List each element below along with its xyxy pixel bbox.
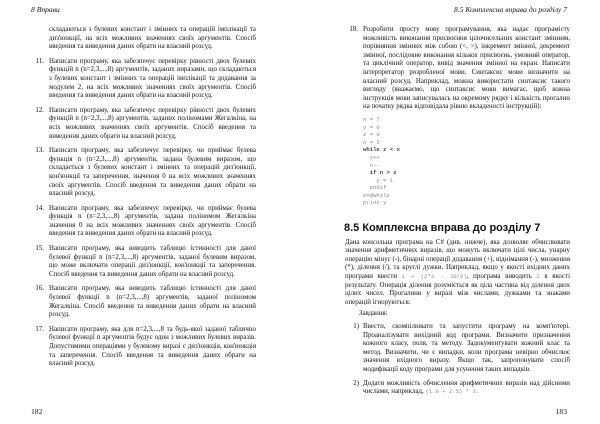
code-line: if n > z <box>363 169 397 177</box>
code-line: endwhile <box>363 191 390 199</box>
exercise-text: Написати програму, яка забезпечує перевірку рівності двох булевих функцій n (n=2,3,...,8) аргументів, заданих поліномами Жегалкіна, на всіх можливих значеннях своїх аргументів. Спосіб введення та виведення даних обрати на власний розсуд. <box>49 106 256 140</box>
code-listing <box>363 116 570 207</box>
task-text: Додати можливість обчислення арифметичних виразів над дійсними числами, наприклад, <box>363 379 570 396</box>
exercise-item <box>31 147 256 199</box>
code-line: x = 7 <box>363 115 380 123</box>
exercise-text: Написати програму, яка забезпечує перевірку рівності двох булевих функцій n (n=2,3,...,8) аргументів, заданих виразами, що складаються з булевих констант і змінних та операцій імплікації та додавання за модулем 2, на всіх можливих значеннях своїх аргументів. Спосіб введення та виведення даних обрати на власний розсуд. <box>49 57 256 100</box>
inline-code: 1 + (2*3 - 10/2) <box>401 273 467 281</box>
code-line: z++ <box>363 153 380 161</box>
right-page <box>300 0 600 424</box>
page-number-right: 183 <box>555 407 567 416</box>
inline-code: 2 <box>536 273 540 281</box>
exercise-text: Написати програму, яка виводить таблицю істинності для даної булевої функції n (n=2,3,...,8) аргументів, заданої булевим виразом, що може включати операції диз'юнкції, кон'юнкції та заперечення. Спосіб введення та виведення даних обрати на власний розсуд. <box>49 245 256 278</box>
section-title: 8.5 Комплексна вправа до розділу 7 <box>344 222 541 235</box>
task-number: 1) <box>353 323 359 330</box>
section-intro <box>345 239 570 308</box>
exercise-number: 17. <box>35 325 44 333</box>
exercise-number: 14. <box>35 204 44 212</box>
exercise-text: Написати програму, яка забезпечує перевірку, чи приймає булева функція n (n=2,3,...,8) аргументів, задана булевим виразом, що складається з булевих констант і змінних та операцій диз'юнкції, кон'юнкції та заперечення, значення 0 на всіх можливих значеннях своїх аргументів. Спосіб введення та виведення даних обрати на власний розсуд. <box>49 147 256 198</box>
task-text: Ввести, скомпілювати та запустити програму на комп'ютері. Проаналізувати вихідний код програми. Визначити призначення кожного класу, поля, та методу. Задокументувати кожний клас та метод. Визначити, чи є випадки, коли програма невірно обчислює значення вхідного виразу. Якщо так, запропонувати спосіб модифікації коду програми для усунення таких випадків. <box>363 323 570 373</box>
exercise-number: 13. <box>35 147 44 155</box>
exercise-number: 15. <box>35 245 44 253</box>
intro-text: , програма виводить <box>466 273 537 281</box>
continuation-paragraph: складаються з булевих констант і змінних та операцій імплікації та диз'юнкції, на всіх можливих значеннях своїх аргументів. Спосіб введення та виведення даних обрати на власний розсуд. <box>49 26 256 51</box>
right-page-body <box>345 26 570 402</box>
running-head-right: 8.5 Комплексна вправа до розділу 7 <box>453 5 567 14</box>
exercise-text: Написати програму, яка виводить таблицю істинності для даної булевої функції n (n=2,3,...,8) аргументів, заданої поліномом Жегалкіна. Спосіб введення та виведення даних обрати на власний розсуд. <box>49 285 256 319</box>
code-line: while z < x <box>363 146 400 154</box>
code-line: y = 0 <box>363 123 380 131</box>
exercise-text: Написати програму, яка для n=2,3,...,8 та будь-якої заданої таблично булевої функції n аргументів будує один з можливих булевих виразів. Допустимими операціями у булевому виразі є диз'юнкція, кон'юнкція та заперечення. Спосіб введення та виведення даних обрати на власний розсуд. <box>49 325 256 368</box>
task-number: 2) <box>353 379 359 387</box>
code-line: n-- <box>363 161 380 169</box>
inline-code: (1.0 + 2.5) * 3. <box>425 388 480 396</box>
tasks-label: Завдання: <box>359 310 388 318</box>
task-item <box>345 380 570 397</box>
exercise-item <box>31 245 256 279</box>
exercise-number: 16. <box>35 285 44 293</box>
exercise-item <box>31 285 256 319</box>
intro-text: в якості результату. Операція ділення розуміється як ціла частина від ділення двох цілих чисел. Прогалини у виразі між числами, дужками та знаками операцій ігноруються. <box>345 273 571 306</box>
code-line: y = 1 <box>363 176 394 184</box>
exercise-item-18 <box>345 26 570 207</box>
exercise-number: 12. <box>35 106 44 114</box>
exercise-item <box>31 326 256 369</box>
code-line: z = 0 <box>363 131 380 139</box>
running-head-left: 8 Вправи <box>31 5 60 14</box>
exercise-item <box>31 205 256 239</box>
code-line: endif <box>363 184 387 192</box>
page-number-left: 182 <box>31 407 43 416</box>
exercise-item <box>31 107 256 141</box>
exercise-number: 11. <box>35 57 44 65</box>
exercise-item <box>31 58 256 101</box>
code-line: print y <box>363 199 387 207</box>
exercise-text: Розробити просту мову програмування, яка надає програмісту можливість виконання присвоєння цілочисельних констант змінним, порівняння змінних між собою (<, >), інкремент змінної, декремент змінної, послідовне виконання кількох присвоєнь, умовний оператор, та циклічний оператор, вивід значення змінної на екран. Написати інтерпретатор розробленої мови. Синтаксис мови визначити на власний розсуд. Наприклад, можна використати синтаксис такого вигляду (вважаємо, що синтаксис мови вимагає, щоб кожна інструкція мови записувалась на окремому рядку і кількість прогалин на початку рядка відповідала рівню вкладеності інструкцій): <box>363 26 570 111</box>
task-item <box>345 323 570 375</box>
exercise-text: Написати програму, яка забезпечує перевірку, чи приймає булева функція n (n=2,3,...,8) аргументів, задана поліномом Жегалкіна значення 0 на всіх можливих значеннях своїх аргументів. Спосіб введення та виведення даних обрати на власний розсуд. <box>49 204 256 238</box>
exercise-number: 18. <box>349 26 358 33</box>
left-page-body <box>31 26 256 375</box>
code-line: n = 5 <box>363 138 380 146</box>
intro-text: Дана консольна програма на C# (див. нижче), яка дозволяє обчислювати значення арифметичних виразів, що можуть включати цілі числа, унарну операцію мінус (-), бінарні операції додавання (+), віднімання (-), множення (*), ділення (/), та круглі дужки. Наприклад, якщо у якості вхідних даних програми ввести <box>345 238 570 281</box>
